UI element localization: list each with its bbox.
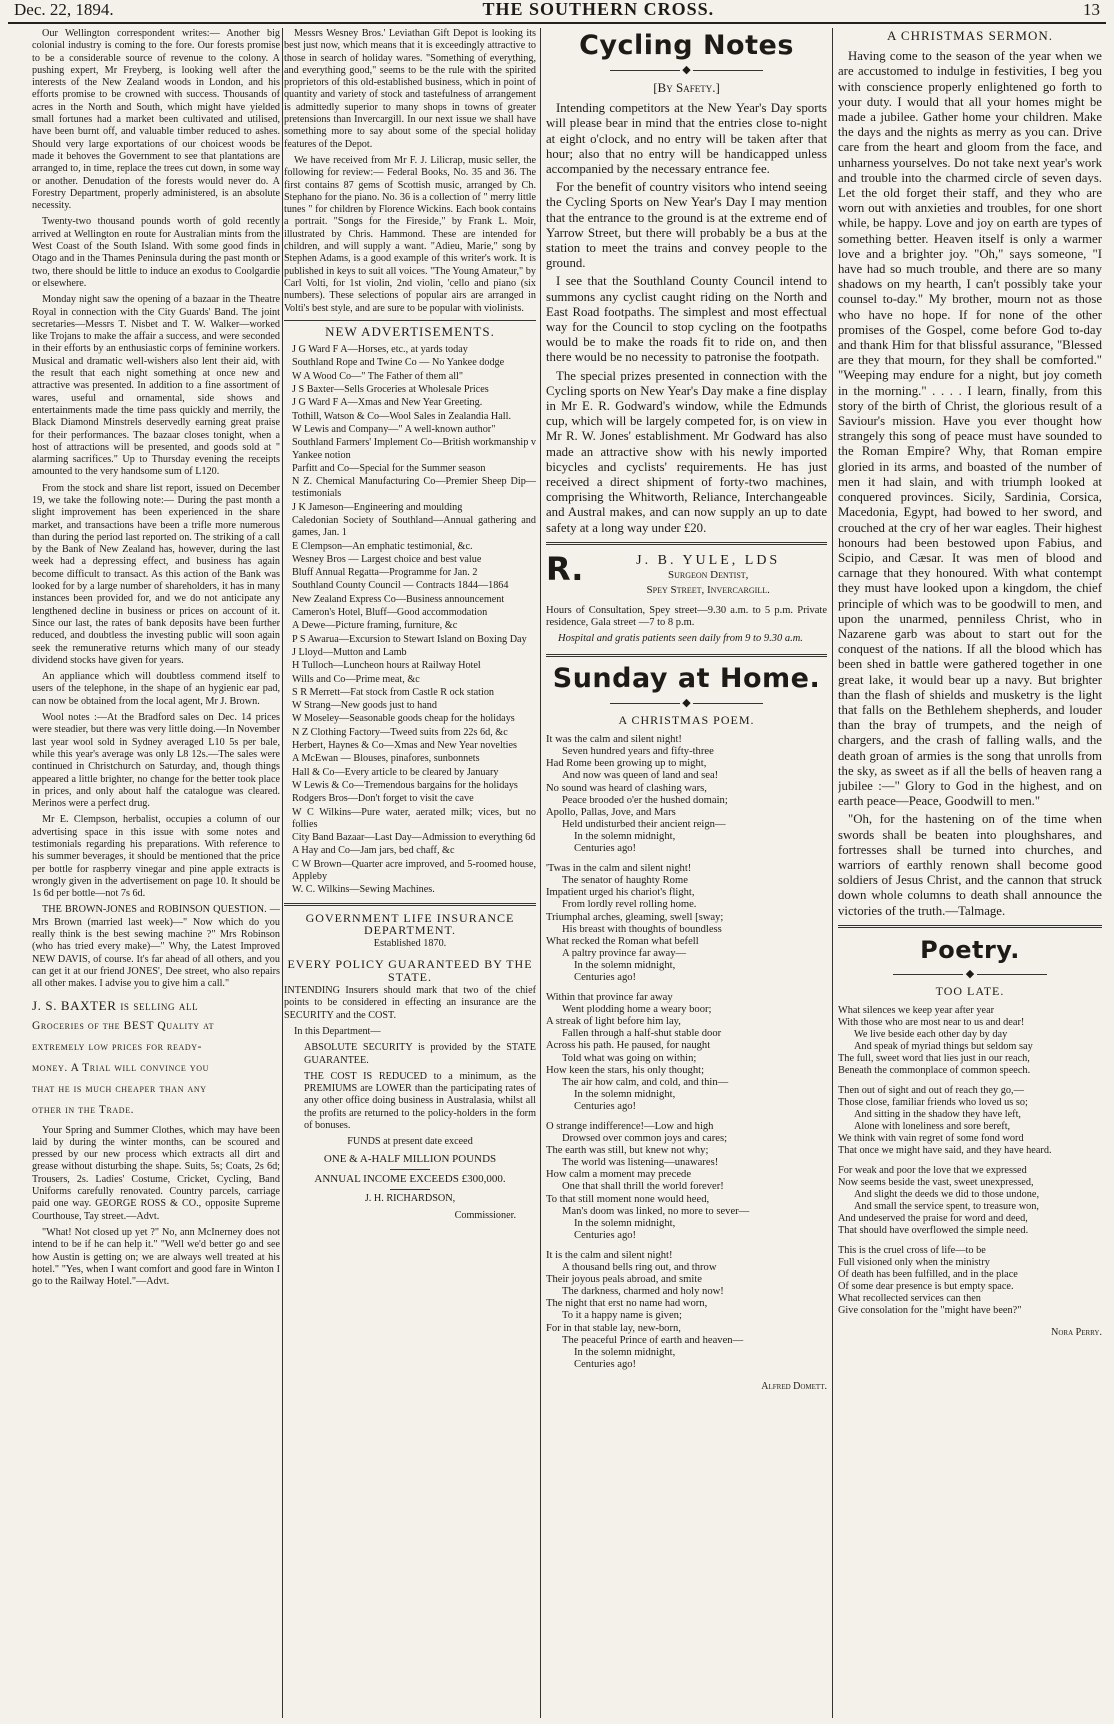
poem-stanza	[546, 863, 827, 984]
list-item: H Tulloch—Luncheon hours at Railway Hotel	[292, 660, 481, 672]
article-paragraph: We have received from Mr F. J. Lilicrap, music seller, the following for review:— Federal Books, No. 35 and 36. The first contains 87 gems of Scottish music, arranged by Ch. Stephano for the piano. No. 36 is a collection of " merry little tunes " for children by Florence Wickins. Each book contains a portrait. "Songs for the Fireside," by Frank L. Moir, illustrated by Chris. Hammond. These are intended for children, and will supply a want. "Adieu, Marie," song by Stephen Adams, is a good example of this writer's work. It is published in keys to suit all voices. "The Young Amateur," by Carl Volti, for 1st violin, 2nd violin, 'cello and piano (six numbers). These selections of popular airs are arranged in Volti's best style, and are sure to be popular with violinists.	[284, 154, 536, 314]
poem-line: Those close, familiar friends who loved us so;	[838, 1096, 1028, 1108]
page-number: 13	[1083, 0, 1100, 19]
poem-stanza	[838, 1085, 1102, 1157]
poem-line: And small the service spent, to treasure won,	[854, 1200, 1040, 1212]
article-paragraph: For the benefit of country visitors who intend seeing the Cycling Sports on New Year's Day I may mention that the entrance to the ground is at the extreme end of Yarrow Street, but there will probably be a bus at the station to meet the trains and convey people to the ground.	[546, 180, 827, 271]
list-item: W Lewis & Co—Tremendous bargains for the holidays	[292, 779, 518, 791]
list-item: Southland Farmers' Implement Co—British workmanship v Yankee notion	[292, 437, 536, 461]
divider	[390, 1189, 430, 1190]
divider	[546, 542, 827, 545]
poem-author: Nora Perry.	[1051, 1326, 1102, 1338]
list-item: Wills and Co—Prime meat, &c	[292, 673, 420, 685]
ornament-divider: ◆	[546, 64, 827, 76]
list-item: Caledonian Society of Southland—Annual gathering and games, Jan. 1	[292, 514, 536, 539]
poem-line: Full visioned only when the ministry	[838, 1256, 990, 1268]
poem-line: Of death has been fulfilled, and in the place	[838, 1268, 1018, 1280]
poem-line: Held undisturbed their ancient reign—	[562, 818, 726, 830]
poem-line: Fallen through a half-shut stable door	[562, 1028, 722, 1040]
list-item: J Lloyd—Mutton and Lamb	[292, 646, 407, 658]
govt-title: GOVERNMENT LIFE INSURANCE DEPARTMENT.	[305, 910, 515, 937]
christmas-poem	[546, 734, 827, 1394]
article-paragraph: Wool notes :—At the Bradford sales on Dec. 14 prices were steadier, but there was very little doing.—In November last year wool sold in Sydney averaged L10 5s per bale, while this year's average was only L8 12s.—The sales were continued in Christchurch on Saturday, and, though things appeared a little brighter, no change for the better took place in prices, and only about half the catalogue was cleared. Merinos were a perfect drug.	[32, 712, 280, 810]
poem-line: The air how calm, and cold, and thin—	[562, 1076, 729, 1088]
list-item: A Hay and Co—Jam jars, bed chaff, &c	[292, 845, 455, 857]
poem-line: The peaceful Prince of earth and heaven—	[562, 1334, 744, 1346]
poem-line: This is the cruel cross of life—to be	[838, 1244, 986, 1256]
poem-line: What silences we keep year after year	[838, 1004, 995, 1016]
list-item: A Dewe—Picture framing, furniture, &c	[292, 620, 458, 632]
article-paragraph: Our Wellington correspondent writes:— Another big colonial industry is coming to the fore. Our forests promise to be a considerable source of revenue to the colony. A pushing expert, Mr Freyberg, is looking well after the interests of the New Zealand woods in London, and his efforts promise to be crowned with success. Thousands of acres in the North and South, which might have yielded small fortunes had a market been cultivated and utilised, have been burnt off, and valuable timber reduced to ashes. Should very large exportations of our choicest woods be made it behoves the Government to see that plantations are arranged to, in time, replace the trees cut down, in some way or another. Denudation of the forests would never do. A Forestry Department, properly administered, is an absolute necessity.	[32, 28, 280, 212]
list-item: Wesney Bros — Largest choice and best value	[292, 553, 482, 565]
yule-name: J. B. YULE, LDS	[636, 552, 781, 568]
list-item: City Band Bazaar—Last Day—Admission to everything 6d	[292, 832, 536, 844]
poem-line: Their joyous peals abroad, and smite	[546, 1274, 702, 1286]
yule-address: Spey Street, Invercargill.	[646, 584, 770, 597]
cycling-notes-heading: Cycling Notes	[579, 30, 794, 61]
poem-stanza	[838, 1005, 1102, 1077]
article-paragraph: Mr E. Clempson, herbalist, occupies a column of our advertising space in this issue with some notes and testimonials regarding his preparations. With reference to his summer beverages, it should be mentioned that the price per bottle for raspberry vinegar and pine apple extracts is wrongly given in the advertisement on page 10. It should be 1s 6d per bottle—not 7s 6d.	[32, 814, 280, 900]
ad-line: Groceries of the BEST Quality at	[32, 1019, 215, 1032]
poem-line: His breast with thoughts of boundless	[562, 923, 722, 935]
poem-title: A CHRISTMAS POEM.	[618, 713, 755, 727]
article-paragraph: "Oh, for the hastening on of the time when swords shall be beaten into ploughshares, and fortresses shall be turned into churches, and warriors of earthly renown shall become good soldiers of Jesus Christ, and the cannon that struck down whole columns to death shall announce the victories of the truth.—Talmage.	[838, 812, 1102, 918]
list-item: J S Baxter—Sells Groceries at Wholesale Prices	[292, 384, 489, 396]
poem-line: Centuries ago!	[574, 843, 637, 855]
poem-line: Across his path. He paused, for naught	[546, 1040, 711, 1052]
list-item: W Strang—New goods just to hand	[292, 700, 437, 712]
list-item: W Moseley—Seasonable goods cheap for the holidays	[292, 713, 515, 725]
poem-line: Went plodding home a weary boor;	[562, 1004, 712, 1016]
poem-line: Told what was going on within;	[562, 1052, 697, 1064]
poem-line: In the solemn midnight,	[574, 1217, 676, 1229]
govt-established: Established 1870.	[373, 938, 447, 950]
poem-line: It was the calm and silent night!	[546, 734, 682, 746]
poem-line: Now seems beside the vast, sweet unexpressed,	[838, 1176, 1034, 1188]
govt-body: In this Department—	[294, 1025, 381, 1037]
poem-line: And slight the deeds we did to those undone,	[854, 1188, 1040, 1200]
poem-stanza	[838, 1165, 1102, 1237]
govt-signer: J. H. RICHARDSON,	[364, 1193, 456, 1205]
list-item: J G Ward F A—Horses, etc., at yards today	[292, 344, 468, 356]
poem-stanza	[546, 992, 827, 1113]
divider	[284, 320, 536, 321]
ornament-divider: ◆	[546, 697, 827, 709]
poem-line: To that still moment none would heed,	[546, 1193, 710, 1205]
article-paragraph: Messrs Wesney Bros.' Leviathan Gift Depot is looking its best just now, which means that it is exceedingly attractive to those in search of holiday wares. "Something of everything, and everything good," seems to be the rule with the spirited proprietors of this old-established business, which in point of quantity and variety of stock and tastefulness of arrangement is admittedly superior to many shops in towns of greater pretensions than Invercargill. In our next issue we shall have something more to say about some of the special holiday features of the Depot.	[284, 28, 536, 150]
list-item: S R Merrett—Fat stock from Castle R ock station	[292, 686, 495, 698]
govt-body: THE COST IS REDUCED to a minimum, as the PREMIUMS are LOWER than the participating rates of any other office doing business in Australasia, whilst all the profits are returned to the policy-holders in the form of bonuses.	[304, 1070, 536, 1132]
poem-line: For in that stable lay, new-born,	[546, 1322, 681, 1334]
yule-hours: Hours of Consultation, Spey street—9.30 a.m. to 5 p.m. Private residence, Gala street —7 to 8 p.m.	[546, 604, 827, 628]
poem-line: Centuries ago!	[574, 1229, 637, 1241]
poem-line: And sitting in the shadow they have left,	[854, 1108, 1022, 1120]
poem-line: Centuries ago!	[574, 971, 637, 983]
poem-line: In the solemn midnight,	[574, 959, 676, 971]
poem-line: Centuries ago!	[574, 1358, 637, 1370]
poem-line: Within that province far away	[546, 992, 673, 1004]
list-item: W C Wilkins—Pure water, aerated milk; vices, but no follies	[292, 806, 536, 830]
yule-note: Hospital and gratis patients seen daily from 9 to 9.30 a.m.	[558, 632, 803, 644]
poem-line: Seven hundred years and fifty-three	[562, 746, 714, 758]
issue-date: Dec. 22, 1894.	[14, 0, 114, 19]
sunday-at-home-heading: Sunday at Home.	[552, 663, 821, 694]
cycling-byline: [By Safety.]	[653, 80, 720, 95]
article-paragraph: Having come to the season of the year when we are accustomed to indulge in festivities, I beg you with conscience properly enlightened go forth to your duty. I would that all your homes might be made a jubilee. Gather home your children. Make the days and the nights as merry as you can. Drive care from the heart and gloom from the face, and unharness yourselves. Do not take next year's work and trouble into the charmed circle of seven days. Let the old forget their staff, and they who are worn out with anxieties and troubles, for one short while, be happy. Love and joy on earth are types of something better. Heaven itself is only a warmer love and a brighter joy. "Oh," says someone, "I have had so much trouble, and there are so many shadows on my hearth, I can't possibly take your counsel to-day." My brother, mourn not as those who have no hope. If for none of the other promises of the Gospel, come before God to-day and thank Him for that blissful assurance, "Blessed are they that mourn, for they shall be comforted." "Weeping may endure for a night, but joy cometh in the morning." . . . . I learn, finally, from this story of the birth of Christ, the glorious result of a Saviour's mission. Have you ever thought how strangely this song of peace must have sounded to the Roman Empire? Why, that Roman empire gloried in its arms, and boasted of the number of men it had slain, and with triumph looked at conquered provinces. Sicily, Sardinia, Corsica, Macedonia, Egypt, had bowed to her sword, and crouched at the cry of her war eagles. Their highest honours had been bestowed upon Fabius, and Scipio, and Cæsar. It was men of blood and carnage that they honoured. With what contempt they must have looked upon a kingdom, the chief principle of which was to be goodwill to men, and upon the unarmed, penniless Christ, who in Nazarene garb was about to start out for the conquest of the nations. If all the blood which has been shed in battle were gathered together in one great lake, it would bear up a navy. But brighter than the flash of shields and musketry is the light that falls on the Bethlehem shepherds, and louder than the bray of trumpets, and the neigh of chargers, and the crash of falling walls, and the death groan of armies is the song that unrolls from the sky, as sweet as if all the bells of heaven rang a jubilee :—" Glory to God in the highest, and on earth peace—Peace, Goodwill to men."	[838, 49, 1102, 809]
list-item: P S Awarua—Excursion to Stewart Island on Boxing Day	[292, 633, 527, 645]
poem-line: We think with vain regret of some fond word	[838, 1132, 1024, 1144]
poem-line: Had Rome been growing up to might,	[546, 758, 707, 770]
list-item: W Lewis and Company—" A well-known author"	[292, 423, 496, 435]
poem-line: How keen the stars, his only thought;	[546, 1064, 705, 1076]
divider	[390, 1169, 430, 1170]
poem-author: Alfred Domett.	[761, 1380, 827, 1392]
ad-line: J. S. BAXTER is selling all	[32, 997, 199, 1013]
list-item: Bluff Annual Regatta—Programme for Jan. 2	[292, 567, 478, 579]
column-1	[32, 28, 280, 1718]
poem-line: Of some dear presence is but empty space.	[838, 1280, 1014, 1292]
poem-line: Impatient urged his chariot's flight,	[546, 887, 695, 899]
list-item: Southland Rope and Twine Co — No Yankee dodge	[292, 357, 505, 369]
list-item: Rodgers Bros—Don't forget to visit the cave	[292, 793, 474, 805]
column-3	[546, 28, 827, 1718]
yule-title: Surgeon Dentist,	[667, 569, 749, 582]
list-item: New Zealand Express Co—Business announcement	[292, 593, 505, 605]
mcinerney-advertisement: "What! Not closed up yet ?" No, ann McInerney does not intend to be if he can help it." "Well we'd better go and see how Austin is getting on; we are always well treated at his hotel." "Yes, when I want comfort and good fare in Winton I go to the Railway Hotel."—Advt.	[32, 1226, 280, 1288]
article-paragraph: I see that the Southland County Council intend to summons any cyclist caught riding on the North and East Road footpaths. The simplest and most effectual way for the Council to stop cycling on the footpaths would be to make the roads fit to ride on, and then there would be no necessity to patronise the footpath.	[546, 274, 827, 365]
govt-signer-title: Commissioner.	[454, 1209, 516, 1221]
poem-line: With those who are most near to us and dear!	[838, 1016, 1025, 1028]
ad-line: that he is much cheaper than any	[32, 1082, 207, 1095]
poem-line: Alone with loneliness and sore bereft,	[854, 1120, 1011, 1132]
list-item: E Clempson—An emphatic testimonial, &c.	[292, 540, 473, 552]
poem-title: TOO LATE.	[935, 983, 1005, 998]
list-item: N Z Clothing Factory—Tweed suits from 22s 6d, &c	[292, 726, 508, 738]
ornament-divider: ◆	[838, 968, 1102, 980]
poem-line: And undeserved the praise for word and deed,	[838, 1212, 1028, 1224]
divider	[838, 925, 1102, 928]
list-item: Hall & Co—Every article to be cleared by January	[292, 766, 499, 778]
poem-line: What recked the Roman what befell	[546, 935, 699, 947]
new-advertisements-heading: NEW ADVERTISEMENTS.	[325, 323, 495, 339]
poem-line: That once we might have said, and they have heard.	[838, 1144, 1052, 1156]
poem-line: The night that erst no name had worn,	[546, 1298, 708, 1310]
poem-line: A paltry province far away—	[562, 947, 687, 959]
list-item: J K Jameson—Engineering and moulding	[292, 501, 463, 513]
ad-line: money. A Trial will convince you	[32, 1061, 209, 1074]
too-late-poem	[838, 1005, 1102, 1340]
govt-funds: FUNDS at present date exceed	[347, 1136, 473, 1148]
poem-line: The darkness, charmed and holy now!	[562, 1286, 724, 1298]
article-paragraph: The special prizes presented in connection with the Cycling sports on New Year's Day make a fine display in Mr E. R. Godward's window, while the Edmunds cup, which will be largely competed for, is on view in Mr R. W. Jones' establishment. Mr Godward has also made an attractive show with his newly imported bicycles and cyclists' requirements. He has just received a direct shipment of forty-two machines, comprising the Whitworth, Reliance, Interchangeable and Austral makes, and can now supply an up to date safety at a long way under £20.	[546, 368, 827, 535]
poem-line: Give consolation for the "might have been?"	[838, 1304, 1022, 1316]
column-4	[838, 28, 1102, 1718]
poem-line: Then out of sight and out of reach they go,—	[838, 1084, 1024, 1096]
poem-line: Apollo, Pallas, Jove, and Mars	[546, 806, 676, 818]
poem-line: No sound was heard of clashing wars,	[546, 782, 707, 794]
ad-line: other in the Trade.	[32, 1103, 135, 1116]
baxter-advertisement	[32, 997, 280, 1119]
govt-income: ANNUAL INCOME EXCEEDS £300,000.	[314, 1172, 506, 1185]
poem-line: In the solemn midnight,	[574, 830, 676, 842]
yule-initial: R.	[546, 552, 584, 588]
article-paragraph: Intending competitors at the New Year's Day sports will please bear in mind that the entries close to-night at eight o'clock, and no entry will be taken after that hour; also that no entry will be handicapped unless accompanied by the necessary entrance fee.	[546, 101, 827, 177]
poem-line: And now was queen of land and sea!	[562, 770, 719, 782]
article-paragraph: From the stock and share list report, issued on December 19, we take the following note:— During the past month a slight improvement has been experienced in the share market, and transactions have been a trifle more numerous than during the period last reported on. The striking of a call by the Bank of New Zealand has, however, during the last week had a depressing effect, and business has again become difficult to transact. As this action of the Bank was looked for by a large number of shareholders, it has in many instances been provided for, and we do not anticipate any lengthened decline in business or prices on account of it. Since our last, the rates of bank deposits have been further reduced, and doubtless the investing public will soon again seek the remunerative returns which many of our steady dividend stocks have given for years.	[32, 482, 280, 666]
poem-line: Triumphal arches, gleaming, swell [sway;	[546, 911, 724, 923]
masthead	[8, 2, 1106, 24]
sermon-heading: A CHRISTMAS SERMON.	[886, 28, 1053, 43]
list-item: C W Brown—Quarter acre improved, and 5-roomed house, Appleby	[292, 858, 536, 882]
poem-line: And speak of myriad things but seldom say	[854, 1040, 1033, 1052]
list-item: Southland County Council — Contracts 1844—1864	[292, 580, 509, 592]
govt-body: ABSOLUTE SECURITY is provided by the STATE GUARANTEE.	[304, 1042, 536, 1066]
poem-line: Peace brooded o'er the hushed domain;	[562, 794, 728, 806]
poem-line: That should have overflowed the simple need.	[838, 1224, 1029, 1236]
poem-stanza	[546, 1250, 827, 1371]
list-item: W A Wood Co—" The Father of them all"	[292, 370, 464, 382]
list-item: N Z. Chemical Manufacturing Co—Premier Sheep Dip—testimonials	[292, 476, 536, 500]
article-paragraph: THE BROWN-JONES and ROBINSON QUESTION. — Mrs Brown (married last week)—" Now which do you really think is the best sewing machine ?" Mrs Robinson (who has tried every make)—" Why, the Latest Improved NEW DAVIS, of course. It's far ahead of all others, and you can get it at our friend JONES', Dee street, who also repairs all other makes. I advise you to give him a call."	[32, 904, 280, 990]
govt-funds-amount: ONE & A-HALF MILLION POUNDS	[323, 1152, 497, 1165]
ross-advertisement: Your Spring and Summer Clothes, which may have been laid by during the winter months, can be scoured and pressed by our new process which extracts all dirt and grease without disturbing the shape. Suits, 5s; Coats, 2s 6d; Trousers, 2s. Ladies' Costume, Cricket, Cycling, Band Uniforms carefully renovated. Country parcels, carriage paid one way. GEORGE ROSS & CO., opposite Supreme Courthouse, Tay street.—Advt.	[32, 1124, 280, 1222]
list-item: A McEwan — Blouses, pinafores, sunbonnets	[292, 753, 480, 765]
poem-line: What recollected services can then	[838, 1292, 981, 1304]
divider	[284, 903, 536, 906]
poem-line: Drowsed over common joys and cares;	[562, 1133, 728, 1145]
poem-line: Man's doom was linked, no more to sever—	[562, 1205, 750, 1217]
poem-line: From lordly revel rolling home.	[562, 899, 697, 911]
divider	[546, 654, 827, 657]
list-item: Tothill, Watson & Co—Wool Sales in Zealandia Hall.	[292, 410, 512, 422]
poem-line: The earth was still, but knew not why;	[546, 1145, 709, 1157]
poem-line: The world was listening—unawares!	[562, 1157, 719, 1169]
list-item: Cameron's Hotel, Bluff—Good accommodation	[292, 607, 488, 619]
poem-line: In the solemn midnight,	[574, 1346, 676, 1358]
poem-line: To it a happy name is given;	[562, 1310, 682, 1322]
new-advertisements-list	[284, 344, 536, 896]
govt-body: INTENDING Insurers should mark that two of the chief points to be considered in effecting an insurance are the SECURITY and the COST.	[284, 985, 536, 1021]
poem-line: The senator of haughty Rome	[562, 875, 688, 887]
poem-line: A streak of light before him lay,	[546, 1016, 681, 1028]
poem-stanza	[546, 1121, 827, 1242]
government-insurance-advertisement	[284, 912, 536, 1222]
govt-slogan: EVERY POLICY GUARANTEED BY THE STATE.	[287, 957, 533, 984]
poem-stanza	[546, 734, 827, 855]
column-2	[284, 28, 536, 1718]
list-item: J G Ward F A—Xmas and New Year Greeting.	[292, 397, 483, 409]
list-item: W. C. Wilkins—Sewing Machines.	[292, 884, 435, 896]
poem-line: One that shall thrill the world forever!	[562, 1181, 724, 1193]
poem-line: We live beside each other day by day	[854, 1028, 1008, 1040]
poem-line: It is the calm and silent night!	[546, 1249, 673, 1261]
article-paragraph: An appliance which will doubtless commend itself to users of the telephone, in the shape of an hygienic ear pad, can now be obtained from the local agent, Mr J. Brown.	[32, 671, 280, 707]
poem-line: A thousand bells ring out, and throw	[562, 1262, 717, 1274]
newspaper-title: THE SOUTHERN CROSS.	[482, 0, 715, 19]
poem-line: In the solemn midnight,	[574, 1088, 676, 1100]
poem-line: Centuries ago!	[574, 1100, 637, 1112]
list-item: Herbert, Haynes & Co—Xmas and New Year novelties	[292, 740, 517, 752]
poem-stanza	[838, 1245, 1102, 1317]
poem-line: How calm a moment may precede	[546, 1169, 692, 1181]
poem-line: For weak and poor the love that we expressed	[838, 1164, 1027, 1176]
poem-line: The full, sweet word that lies just in our reach,	[838, 1052, 1030, 1064]
poem-line: Beneath the commonplace of common speech.	[838, 1064, 1031, 1076]
article-paragraph: Twenty-two thousand pounds worth of gold recently arrived at Wellington en route for Australian mints from the West Coast of the South Island. With some good finds in Otago and in the Thames Peninsula during the past month or two, there should be little to induce an exodus to Coolgardie or elsewhere.	[32, 216, 280, 289]
ad-line: extremely low prices for ready-	[32, 1040, 203, 1053]
poem-line: 'Twas in the calm and silent night!	[546, 863, 692, 875]
article-paragraph: Monday night saw the opening of a bazaar in the Theatre Royal in connection with the City Guards' Band. The joint secretaries—Messrs T. Nisbet and T. W. Walker—worked like Trojans to make the affair a success, and were seconded in their efforts by an enthusiastic corps of feminine workers. Musical and dramatic well-wishers also lent their aid, with the result that each night something at once new and attractive was presented. In addition to a fine assortment of wares, useful and ornamental, side shows and entertainments made the time pass quickly and merrily, the Black Diamond Minstrels deservedly earning great praise for their performances. The bazaar closes tonight, when a host of attractions will be presented, and goods sold at " alarming sacrifices." Up to Thursday evening the receipts amounted to the very handsome sum of L120.	[32, 294, 280, 478]
list-item: Parfitt and Co—Special for the Summer season	[292, 462, 486, 474]
poetry-heading: Poetry.	[920, 935, 1020, 964]
page-columns	[10, 28, 1104, 1718]
yule-dentist-advertisement	[546, 553, 827, 648]
poem-line: O strange indifference!—Low and high	[546, 1121, 714, 1133]
